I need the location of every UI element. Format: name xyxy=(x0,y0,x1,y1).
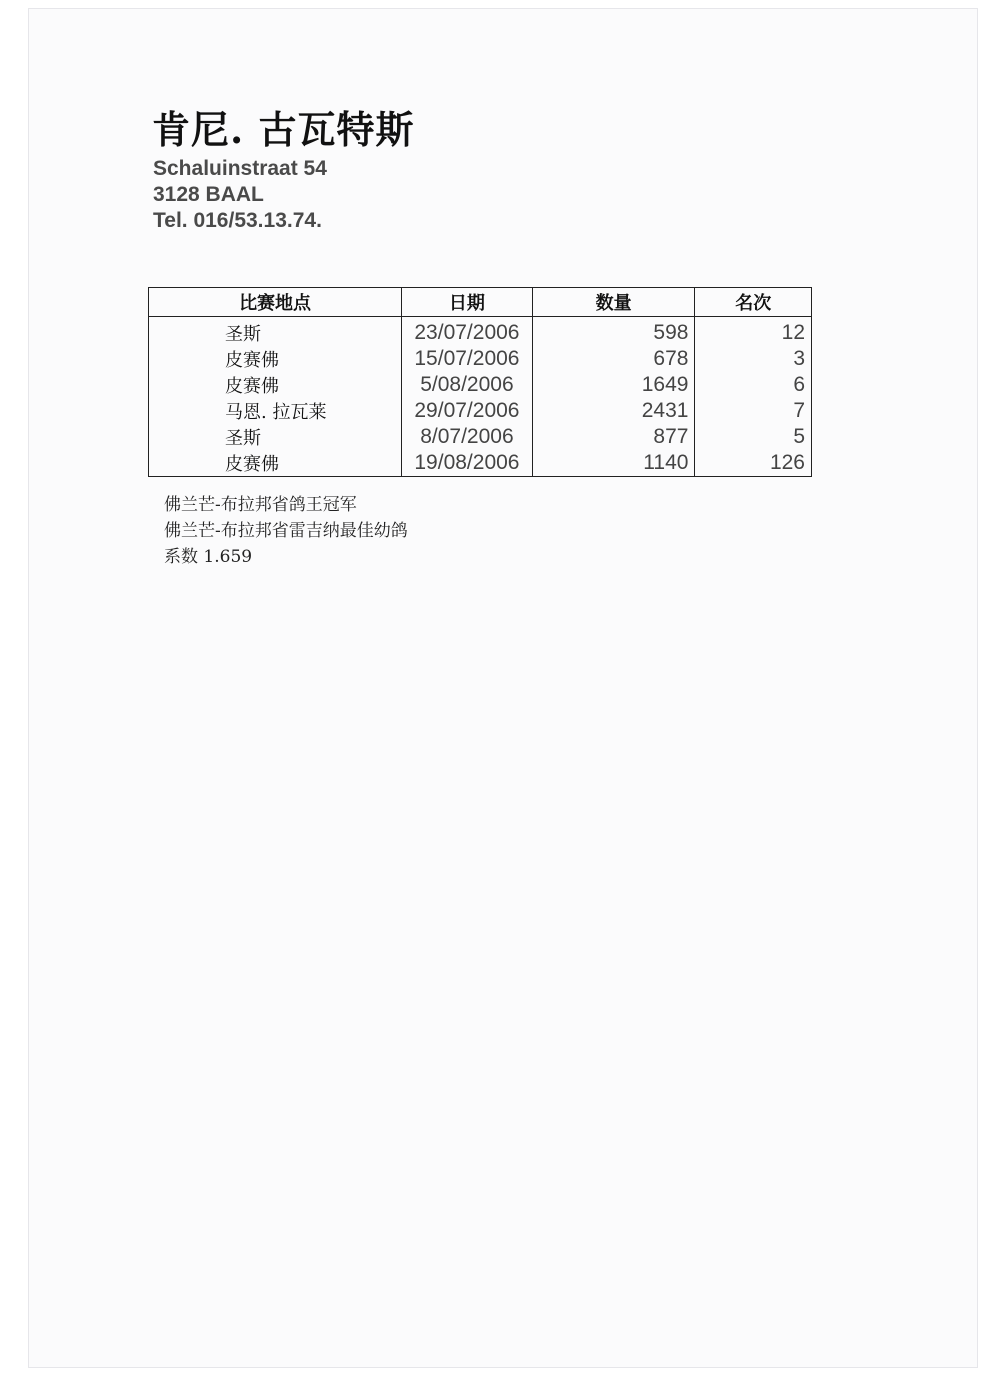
race-results-table xyxy=(148,287,812,477)
cell-quantity: 678 xyxy=(532,346,695,372)
cell-date: 8/07/2006 xyxy=(402,424,533,450)
cell-date: 5/08/2006 xyxy=(402,372,533,398)
street-address: Schaluinstraat 54 xyxy=(153,157,327,180)
header-quantity: 数量 xyxy=(532,288,695,317)
cell-location: 圣斯 xyxy=(149,317,402,347)
cell-quantity: 598 xyxy=(532,317,695,347)
table-row xyxy=(149,398,812,424)
cell-location: 皮赛佛 xyxy=(149,372,402,398)
cell-location: 皮赛佛 xyxy=(149,346,402,372)
table-row xyxy=(149,424,812,450)
cell-quantity: 1140 xyxy=(532,450,695,477)
cell-quantity: 877 xyxy=(532,424,695,450)
notes-block xyxy=(164,492,408,570)
city-address: 3128 BAAL xyxy=(153,183,264,206)
cell-rank: 12 xyxy=(695,317,812,347)
note-line: 系数 1.659 xyxy=(164,547,253,567)
cell-rank: 6 xyxy=(695,372,812,398)
cell-date: 15/07/2006 xyxy=(402,346,533,372)
cell-date: 23/07/2006 xyxy=(402,317,533,347)
cell-date: 19/08/2006 xyxy=(402,450,533,477)
owner-name: 肯尼. 古瓦特斯 xyxy=(152,107,415,152)
phone-number: Tel. 016/53.13.74. xyxy=(153,209,322,232)
cell-rank: 126 xyxy=(695,450,812,477)
table-header-row xyxy=(149,288,812,317)
cell-quantity: 2431 xyxy=(532,398,695,424)
cell-location: 圣斯 xyxy=(149,424,402,450)
note-line: 佛兰芒-布拉邦省鸽王冠军 xyxy=(164,495,357,515)
cell-location: 马恩. 拉瓦莱 xyxy=(149,398,402,424)
cell-rank: 7 xyxy=(695,398,812,424)
table-row xyxy=(149,317,812,347)
cell-quantity: 1649 xyxy=(532,372,695,398)
header-rank: 名次 xyxy=(695,288,812,317)
cell-date: 29/07/2006 xyxy=(402,398,533,424)
table-row xyxy=(149,372,812,398)
header-date: 日期 xyxy=(402,288,533,317)
note-line: 佛兰芒-布拉邦省雷吉纳最佳幼鸽 xyxy=(164,521,408,541)
cell-rank: 5 xyxy=(695,424,812,450)
cell-rank: 3 xyxy=(695,346,812,372)
header-location: 比赛地点 xyxy=(149,288,402,317)
cell-location: 皮赛佛 xyxy=(149,450,402,477)
table-row xyxy=(149,346,812,372)
table-row xyxy=(149,450,812,477)
